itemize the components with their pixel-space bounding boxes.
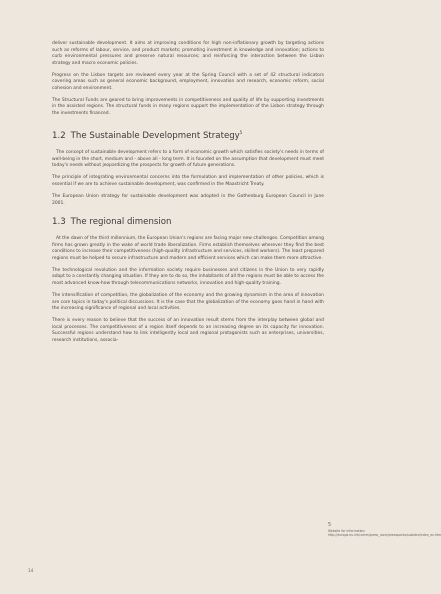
page-number: 14 <box>28 568 34 573</box>
section-paragraph: At the dawn of the third millennium, the European Union's regions are facing major new challenges. Competition among firms has grown greatly in the wake of world trade liberalization. Firms establish themselves wherever they find the best conditions to increase their competitiveness (high-quality infrastructure and services, skilled workers). The least prepared regions must be helped to secure infrastructure and modern and efficient services which can make them more attractive. <box>52 236 324 261</box>
section-paragraph: The concept of sustainable development refers to a form of economic growth which satisfies society's needs in terms of well-being in the short, medium and - above all - long term. It is founded on the assumption that development must meet today's needs without jeopardizing the prospects for growth of future generations. <box>52 150 324 169</box>
section-number: 1.3 <box>52 217 66 228</box>
section-paragraph: The intensification of competition, the globalization of the economy and the growing dynamism in the area of innovation are core topics in today's political discussions. It is the case that the globalization of the economy goes hand in hand with the increasing significance of regional and local activities. <box>52 292 324 312</box>
section-paragraph: The European Union strategy for sustainable development was adopted in the Gothenburg European Council in June 2001. <box>52 194 324 206</box>
section-heading-regional-dimension <box>52 217 324 228</box>
section-paragraph: The technological revolution and the information society require businesses and citizens in the Union to very rapidly adapt to a constantly changing situation. If they are to do so, the inhabitants of all the regions must be able to access the most advanced know-how through telecommunications networks, innovation and high-quality training. <box>52 267 324 286</box>
section-title: The regional dimension <box>70 217 172 228</box>
intro-paragraph: The Structural Funds are geared to bring improvements in competitiveness and quality of life by supporting investments in the assisted regions. The structural funds in many regions support the implementation of the Lisbon strategy through the investments financed. <box>52 97 324 116</box>
intro-paragraph: Progress on the Lisbon targets are reviewed every year at the Spring Council with a set of 42 structural indicators covering areas such as general economic background, employment, innovation and research, economic reform, social cohesion and environment. <box>52 72 324 91</box>
section-paragraph: There is every reason to believe that the success of an innovation result stems from the interplay between global and local processes. The competitiveness of a region itself depends to an increasing degree on its capacity for innovation. Successful regions understand how to link intelligently local and regional protagonists such as enterprises, universities, research institutions, associa- <box>52 318 324 343</box>
section-heading-sustainable-development <box>52 127 324 142</box>
main-text-column <box>52 41 324 350</box>
intro-paragraph: deliver sustainable development. It aims at improving conditions for high non-inflationary growth by targeting actions such as reforms of labour, service, and product markets; promoting investment in knowledge and innovation; actions to curb environmental pressures and preserve natural resources; and reinforcing the interaction between the Lisbon strategy and macro economic policies. <box>52 41 324 66</box>
footnote-marker: 5 <box>328 522 332 528</box>
footnote-label: Website for information: <box>328 529 366 533</box>
section-title: The Sustainable Development Strategy <box>70 131 240 142</box>
footnote-marker: 5 <box>239 130 243 136</box>
footnote-url[interactable]: http://europa.eu.int/comm/press_room/presspacks/sustdev/index_en.htm <box>328 533 441 538</box>
section-number: 1.2 <box>52 131 66 142</box>
footnote-sidenote <box>328 522 441 538</box>
section-paragraph: The principle of integrating environmental concerns into the formulation and implementation of other policies, which is essential if we are to achieve sustainable development, was confirmed in the Maastricht Treaty. <box>52 175 324 188</box>
